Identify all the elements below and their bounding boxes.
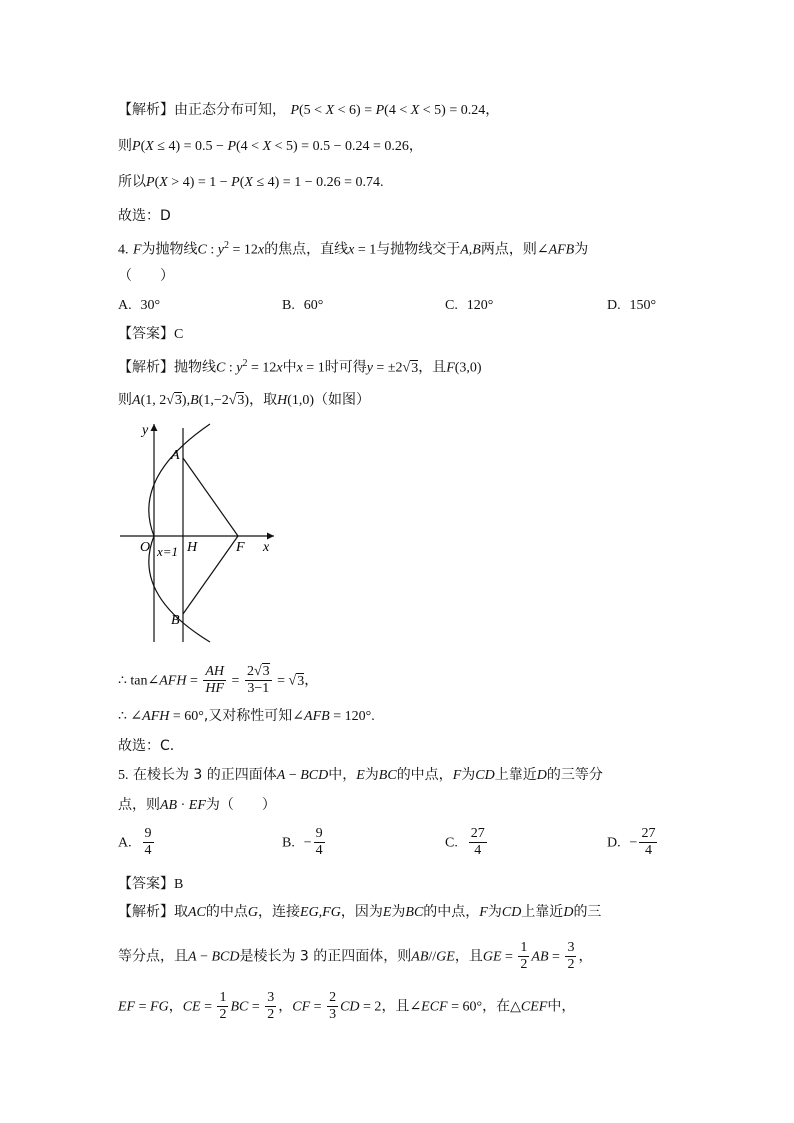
text: ，且 — [381, 998, 410, 1015]
text: 点，则 — [118, 797, 160, 813]
option-d[interactable]: D. − $\frac{27}{4}$ — [607, 826, 656, 858]
text: 两点，则 — [480, 241, 537, 258]
option-c[interactable]: C. $\frac{27}{4}$ — [445, 826, 485, 858]
option-letter: B. — [282, 298, 295, 313]
question-number: 5. — [118, 768, 129, 783]
solution-5-line-3: EF = FG，CE = $\frac{1}{2}$ BC = $\frac{3}{2}$ ，CF = $\frac{2}{3}$ CD = 2，且∠ECF = 60°，在△CEF中， — [118, 990, 576, 1022]
solution-3-line-1: 【解析】由正态分布可知， P(5 < X < 6) = P(4 < X < 5) = 0.24， — [118, 102, 500, 118]
option-value: 120° — [466, 298, 494, 313]
option-a[interactable] — [118, 297, 160, 314]
option-c[interactable] — [445, 297, 493, 314]
question-5-stem-1: 5. 在棱长为 3 的正四面体A − BCD中，E为BC的中点，F为CD上靠近D的三等分 — [118, 767, 603, 783]
label-o: O — [140, 540, 151, 555]
text: （如图） — [314, 392, 371, 408]
option-value: 150° — [629, 298, 657, 313]
label-x: x — [263, 540, 270, 555]
text: 与抛物线交于 — [376, 241, 461, 258]
text: 为（ ） — [205, 797, 276, 813]
choose-answer-3: 故选：D — [118, 208, 171, 224]
option-b[interactable]: B. − $\frac{9}{4}$ — [282, 826, 323, 858]
question-number: 4. — [118, 242, 129, 258]
text: ，连接 — [258, 904, 301, 920]
text: ，取 — [249, 392, 278, 408]
text: 中 — [282, 359, 297, 376]
analysis-label: 【解析】 — [118, 904, 174, 920]
choose-answer-4: 故选：C. — [118, 738, 175, 754]
text: 为 — [487, 904, 502, 920]
text: ，且 — [418, 359, 447, 376]
question-5-stem-2: 点，则AB · EF为（ ） — [118, 797, 276, 813]
option-letter: A. — [118, 298, 132, 313]
text: 则 — [118, 392, 132, 408]
text: 中， — [547, 998, 576, 1015]
answer-value: C — [174, 327, 184, 342]
solution-4-line-2: 则A(1, 2√3),B(1,−2√3)，取H(1,0)（如图） — [118, 392, 371, 408]
question-4-stem: 4. F为抛物线C : $y^2 = 12x$的焦点，直线x = 1与抛物线交于A,B两点，则∠AFB为 — [118, 240, 589, 258]
question-4-paren: （ ） — [118, 268, 174, 284]
text: 等分点，且 — [118, 948, 188, 965]
label-y: y — [142, 423, 149, 438]
option-d[interactable] — [607, 297, 656, 314]
answer-5 — [118, 874, 183, 895]
text: ,又对称性可知 — [203, 708, 293, 724]
answer-value: B — [174, 877, 184, 892]
option-value: 60° — [303, 298, 324, 313]
option-value: 30° — [140, 298, 161, 313]
label-f: F — [236, 540, 245, 555]
solution-4-tan: ∴ tan∠AFH = $\frac{AH}{HF}$ = $\frac{2√3}{3-1}$ = √3， — [118, 664, 319, 696]
label-b: B — [171, 613, 180, 628]
text: 在棱长为 3 的正四面体 — [132, 767, 277, 783]
text: 为抛物线 — [141, 241, 198, 258]
solution-5-line-2: 等分点，且A − BCD是棱长为 3 的正四面体，则AB//GE，且GE = $\frac{1}{2}$ AB = $\frac{3}{2}$ ， — [118, 940, 593, 972]
solution-3-line-3: 所以P(X > 4) = 1 − P(X ≤ 4) = 1 − 0.26 = 0.74. — [118, 174, 384, 190]
text: 为 — [391, 904, 406, 920]
text: 取 — [174, 904, 188, 920]
text: 时可得 — [324, 359, 367, 376]
text: 的中点， — [423, 904, 480, 920]
answer-label: 【答案】 — [118, 876, 174, 892]
text: 的中点， — [396, 767, 453, 783]
text: 为 — [574, 241, 589, 258]
solution-4-angle: ∴ ∠AFH = 60°,又对称性可知∠AFB = 120°. — [118, 708, 375, 724]
solution-4-line-1: 【解析】抛物线C : $y^2 = 12x$中x = 1时可得y = ±2√3，且F(3,0) — [118, 358, 482, 376]
text: ，且 — [454, 948, 483, 965]
text: 抛物线 — [174, 359, 216, 376]
parabola-figure — [116, 420, 286, 645]
text: 是棱长为 3 的正四面体，则 — [239, 948, 412, 965]
text: ，在 — [482, 998, 511, 1015]
analysis-label: 【解析】 — [118, 102, 174, 118]
option-a[interactable]: A. $\frac{9}{4}$ — [118, 826, 152, 858]
text: 上靠近 — [494, 767, 537, 783]
text: 上靠近 — [521, 904, 564, 920]
text: 中， — [328, 767, 357, 783]
answer-4 — [118, 324, 183, 345]
label-line: x=1 — [157, 544, 179, 559]
text: 由正态分布可知， — [174, 102, 286, 118]
text: 的三 — [573, 904, 602, 920]
option-b[interactable] — [282, 297, 323, 314]
text: 为 — [461, 767, 476, 783]
answer-label: 【答案】 — [118, 326, 174, 342]
label-h: H — [187, 540, 198, 555]
text: 为 — [364, 767, 379, 783]
label-a: A — [171, 448, 180, 463]
text: 所以 — [118, 174, 146, 190]
text: 的三等分 — [546, 767, 603, 783]
solution-3-line-2: 则P(X ≤ 4) = 0.5 − P(4 < X < 5) = 0.5 − 0.24 = 0.26， — [118, 138, 423, 154]
text: ，因为 — [340, 904, 383, 920]
option-letter: D. — [607, 298, 621, 313]
solution-5-line-1: 【解析】取AC的中点G，连接EG,FG，因为E为BC的中点，F为CD上靠近D的三 — [118, 904, 602, 920]
text: 的中点 — [205, 904, 248, 920]
text: 则 — [118, 138, 132, 154]
text: 的焦点，直线 — [264, 241, 349, 258]
option-letter: C. — [445, 298, 458, 313]
segment-af — [183, 458, 238, 536]
analysis-label: 【解析】 — [118, 359, 174, 376]
